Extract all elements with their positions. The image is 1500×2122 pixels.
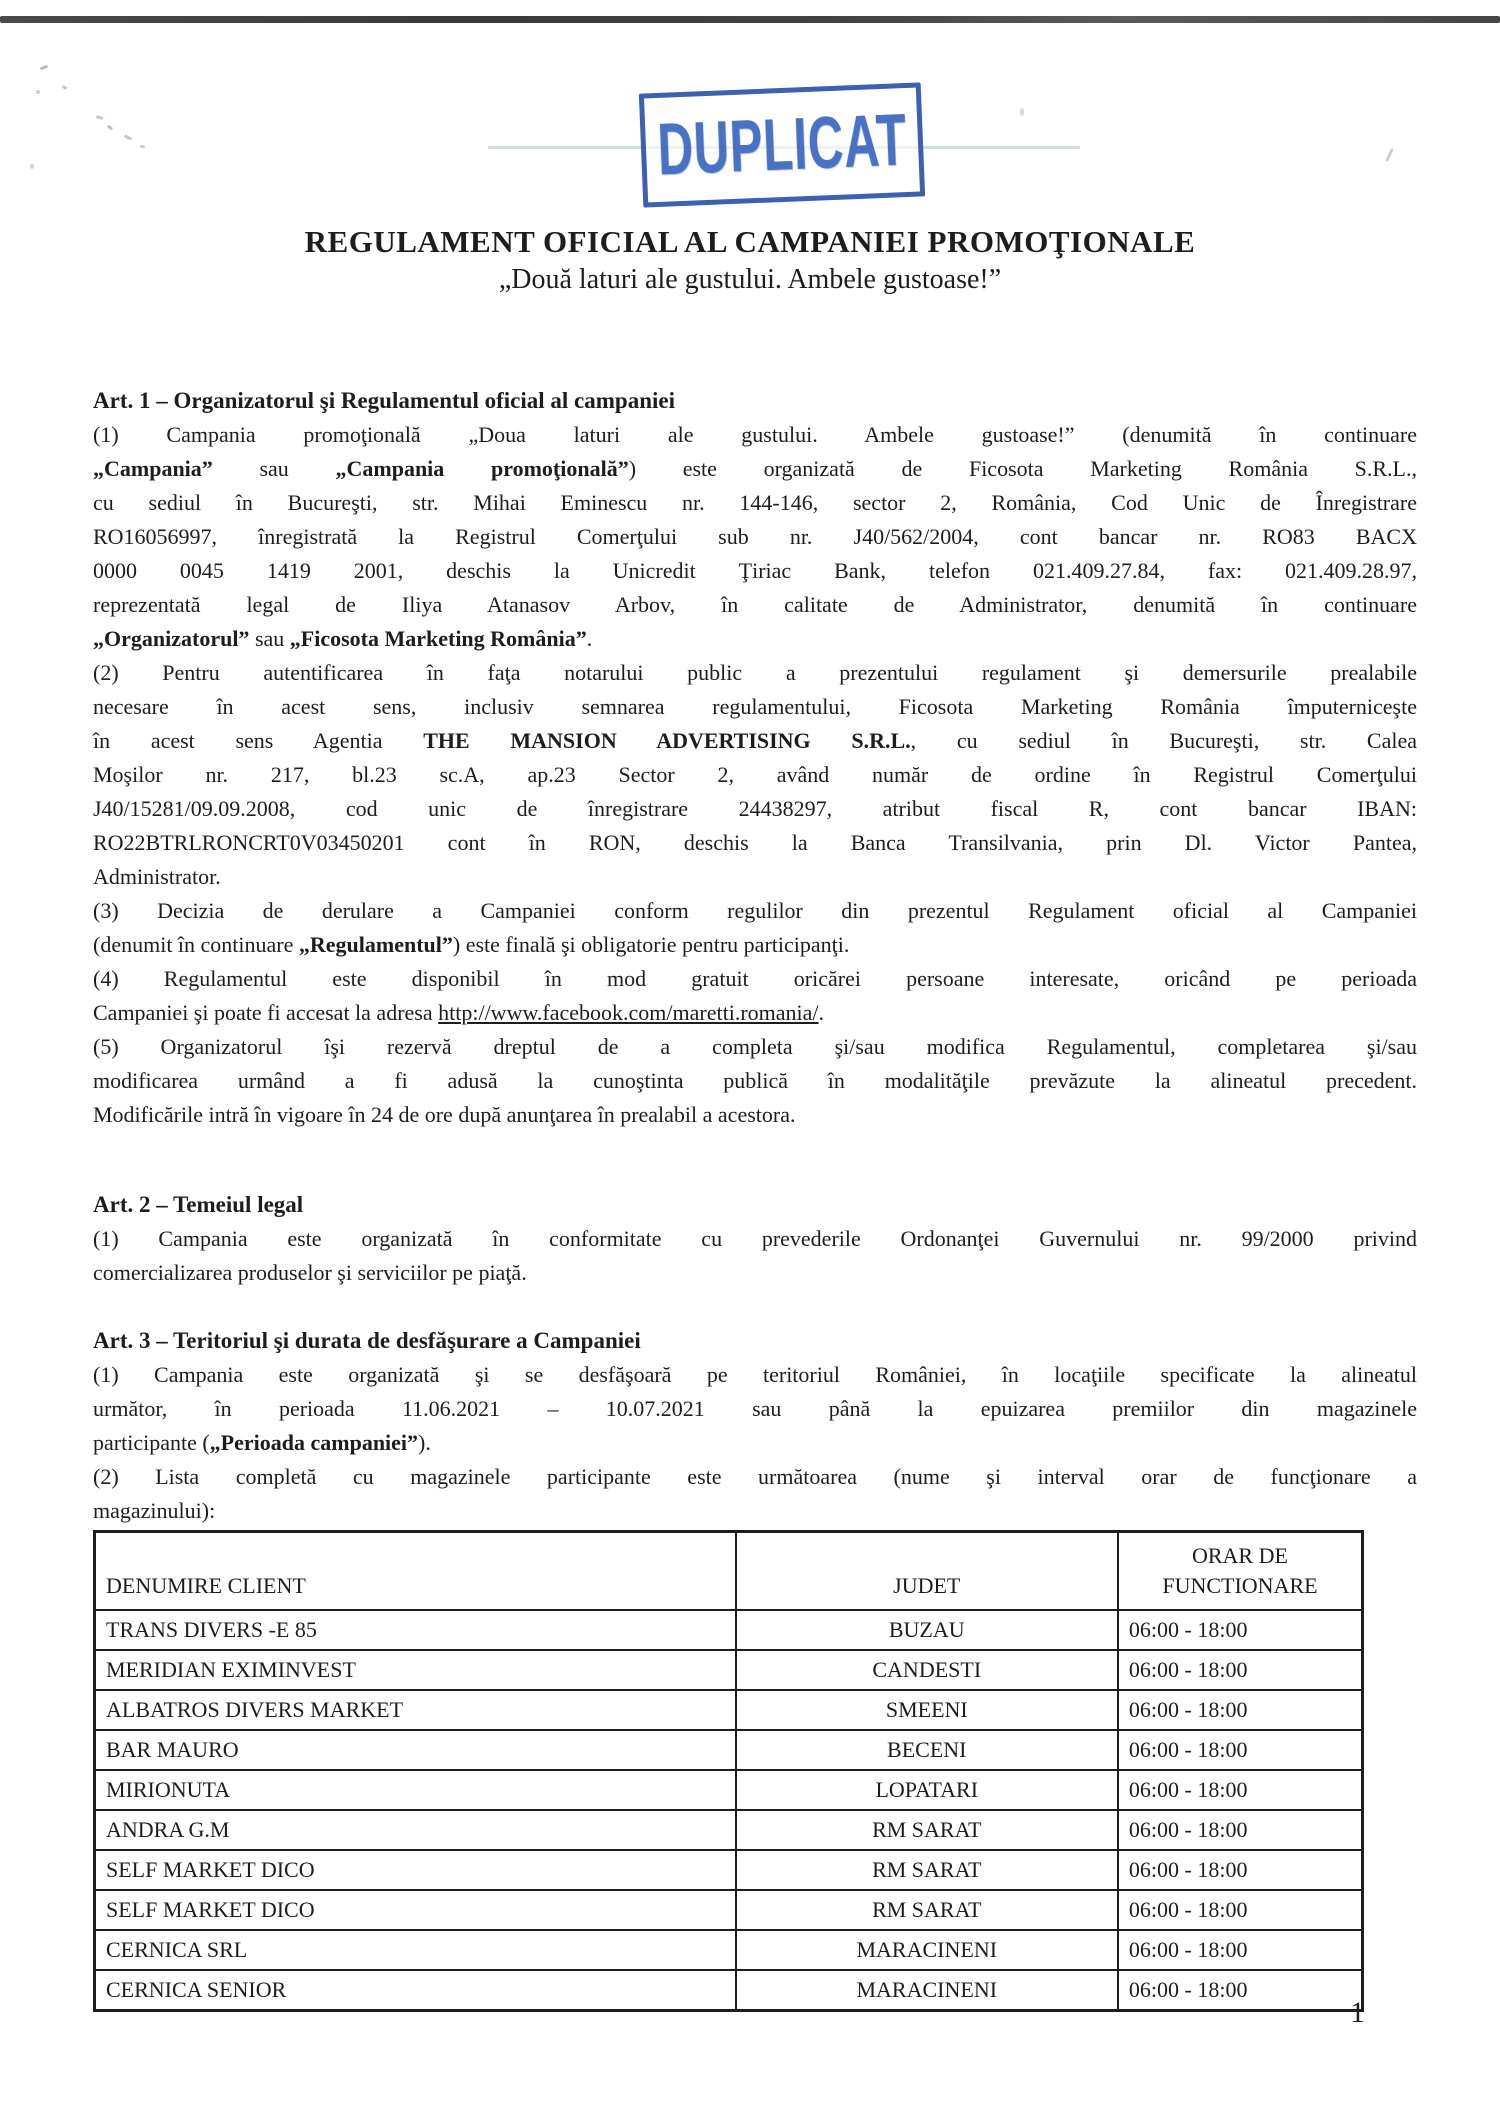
table-row — [95, 1610, 1363, 1650]
text-line: (1) Campania promoţională „Doua laturi ale gustului. Ambele gustoase!” (denumită în continuare — [93, 422, 1417, 447]
document-subtitle: „Două laturi ale gustului. Ambele gustoase!” — [498, 264, 1002, 295]
table-header-cell: ORAR DE FUNCTIONARE — [1118, 1532, 1363, 1611]
table-row — [95, 1650, 1363, 1690]
table-cell: 06:00 - 18:00 — [1118, 1730, 1363, 1770]
table-cell: BUZAU — [736, 1610, 1118, 1650]
text-line: RO16056997, înregistrată la Registrul Comerţului sub nr. J40/562/2004, cont bancar nr. RO83 BACX — [93, 524, 1417, 549]
text-line: (4) Regulamentul este disponibil în mod gratuit oricărei persoane interesate, oricând pe perioada — [93, 966, 1417, 991]
table-cell: TRANS DIVERS -E 85 — [95, 1610, 736, 1650]
text-line: Moşilor nr. 217, bl.23 sc.A, ap.23 Sector 2, având număr de ordine în Registrul Comerţului — [93, 762, 1417, 787]
section-heading: Art. 1 – Organizatorul şi Regulamentul oficial al campaniei — [93, 388, 675, 413]
table-cell: RM SARAT — [736, 1850, 1118, 1890]
table-row — [95, 1930, 1363, 1970]
text-line: „Campania” sau „Campania promoţională”) este organizată de Ficosota Marketing România S.R.L., — [93, 456, 1417, 481]
document-body — [93, 384, 1417, 2012]
table-cell: ALBATROS DIVERS MARKET — [95, 1690, 736, 1730]
table-row — [95, 1690, 1363, 1730]
stores-table — [93, 1530, 1364, 2012]
table-cell: RM SARAT — [736, 1890, 1118, 1930]
text-line: necesare în acest sens, inclusiv semnarea regulamentului, Ficosota Marketing România împuterniceşte — [93, 694, 1417, 719]
section-heading: Art. 2 – Temeiul legal — [93, 1192, 304, 1217]
table-cell: BECENI — [736, 1730, 1118, 1770]
text-line: (1) Campania este organizată în conformitate cu prevederile Ordonanţei Guvernului nr. 99/2000 privind — [93, 1226, 1417, 1251]
text-line: Administrator. — [93, 864, 221, 889]
sections — [93, 384, 1417, 1528]
text-line: comercializarea produselor şi serviciilor pe piaţă. — [93, 1260, 527, 1285]
scan-artifact-top-line — [0, 16, 1500, 23]
table-cell: 06:00 - 18:00 — [1118, 1850, 1363, 1890]
table-cell: MARACINENI — [736, 1970, 1118, 2011]
text-line: în acest sens Agentia THE MANSION ADVERTISING S.R.L., cu sediul în Bucureşti, str. Calea — [93, 728, 1417, 753]
table-header-row — [95, 1532, 1363, 1611]
table-row — [95, 1730, 1363, 1770]
text-line: reprezentată legal de Iliya Atanasov Arbov, în calitate de Administrator, denumită în continuare — [93, 592, 1417, 617]
table-cell: 06:00 - 18:00 — [1118, 1610, 1363, 1650]
table-row — [95, 1850, 1363, 1890]
table-cell: LOPATARI — [736, 1770, 1118, 1810]
text-line: (denumit în continuare „Regulamentul”) este finală şi obligatorie pentru participanţi. — [93, 932, 850, 957]
text-line: Modificările intră în vigoare în 24 de ore după anunţarea în prealabil a acestora. — [93, 1102, 796, 1127]
text-line: (2) Lista completă cu magazinele participante este următoarea (nume şi interval orar de funcţionare a — [93, 1464, 1417, 1489]
table-cell: SELF MARKET DICO — [95, 1890, 736, 1930]
text-line: Campaniei şi poate fi accesat la adresa http://www.facebook.com/maretti.romania/. — [93, 1000, 825, 1025]
text-line: participante („Perioada campaniei”). — [93, 1430, 431, 1455]
table-cell: 06:00 - 18:00 — [1118, 1890, 1363, 1930]
text-line: RO22BTRLRONCRT0V03450201 cont în RON, deschis la Banca Transilvania, prin Dl. Victor Pantea, — [93, 830, 1417, 855]
table-cell: MIRIONUTA — [95, 1770, 736, 1810]
table-cell: 06:00 - 18:00 — [1118, 1930, 1363, 1970]
table-cell: SELF MARKET DICO — [95, 1850, 736, 1890]
text-line: (5) Organizatorul îşi rezervă dreptul de a completa şi/sau modifica Regulamentul, completarea şi/sau — [93, 1034, 1417, 1059]
facebook-url: http://www.facebook.com/maretti.romania/ — [438, 1000, 819, 1025]
section — [93, 1188, 1417, 1290]
table-cell: MARACINENI — [736, 1930, 1118, 1970]
duplicat-stamp — [639, 82, 925, 207]
duplicat-stamp-text: DUPLICAT — [655, 99, 909, 191]
table-row — [95, 1890, 1363, 1930]
page-number: 1 — [1350, 1996, 1365, 2029]
text-line: (1) Campania este organizată şi se desfăşoară pe teritoriul României, în locaţiile specificate la alineatul — [93, 1362, 1417, 1387]
table-cell: CERNICA SRL — [95, 1930, 736, 1970]
section-heading: Art. 3 – Teritoriul şi durata de desfăşurare a Campaniei — [93, 1328, 641, 1353]
table-row — [95, 1810, 1363, 1850]
section — [93, 1324, 1417, 1528]
scan-artifact-mark — [1385, 148, 1394, 162]
table-cell: MERIDIAN EXIMINVEST — [95, 1650, 736, 1690]
table-cell: SMEENI — [736, 1690, 1118, 1730]
text-line: „Organizatorul” sau „Ficosota Marketing România”. — [93, 626, 593, 651]
text-line: (2) Pentru autentificarea în faţa notarului public a prezentului regulament şi demersurile prealabile — [93, 660, 1417, 685]
table-cell: BAR MAURO — [95, 1730, 736, 1770]
section — [93, 384, 1417, 1132]
text-line: cu sediul în Bucureşti, str. Mihai Eminescu nr. 144-146, sector 2, România, Cod Unic de Înregistrare — [93, 490, 1417, 515]
text-line: (3) Decizia de derulare a Campaniei conform regulilor din prezentul Regulament oficial al Campaniei — [93, 898, 1417, 923]
table-cell: CERNICA SENIOR — [95, 1970, 736, 2011]
table-row — [95, 1970, 1363, 2011]
table-row — [95, 1770, 1363, 1810]
table-cell: 06:00 - 18:00 — [1118, 1650, 1363, 1690]
text-line: magazinului): — [93, 1498, 216, 1523]
table-cell: 06:00 - 18:00 — [1118, 1690, 1363, 1730]
text-line: J40/15281/09.09.2008, cod unic de înregistrare 24438297, atribut fiscal R, cont bancar IBAN: — [93, 796, 1417, 821]
text-line: 0000 0045 1419 2001, deschis la Unicredit Ţiriac Bank, telefon 021.409.27.84, fax: 021.409.28.97, — [93, 558, 1417, 583]
text-line: următor, în perioada 11.06.2021 – 10.07.2021 sau până la epuizarea premiilor din magazinele — [93, 1396, 1417, 1421]
table-header-cell: DENUMIRE CLIENT — [95, 1532, 736, 1611]
table-cell: 06:00 - 18:00 — [1118, 1970, 1363, 2011]
table-cell: 06:00 - 18:00 — [1118, 1770, 1363, 1810]
table-cell: RM SARAT — [736, 1810, 1118, 1850]
table-cell: CANDESTI — [736, 1650, 1118, 1690]
table-cell: ANDRA G.M — [95, 1810, 736, 1850]
table-header-cell: JUDET — [736, 1532, 1118, 1611]
document-title: REGULAMENT OFICIAL AL CAMPANIEI PROMOŢIONALE — [304, 224, 1196, 259]
table-cell: 06:00 - 18:00 — [1118, 1810, 1363, 1850]
text-line: modificarea urmând a fi adusă la cunoştinta publică în modalităţile prevăzute la alineatul precedent. — [93, 1068, 1417, 1093]
